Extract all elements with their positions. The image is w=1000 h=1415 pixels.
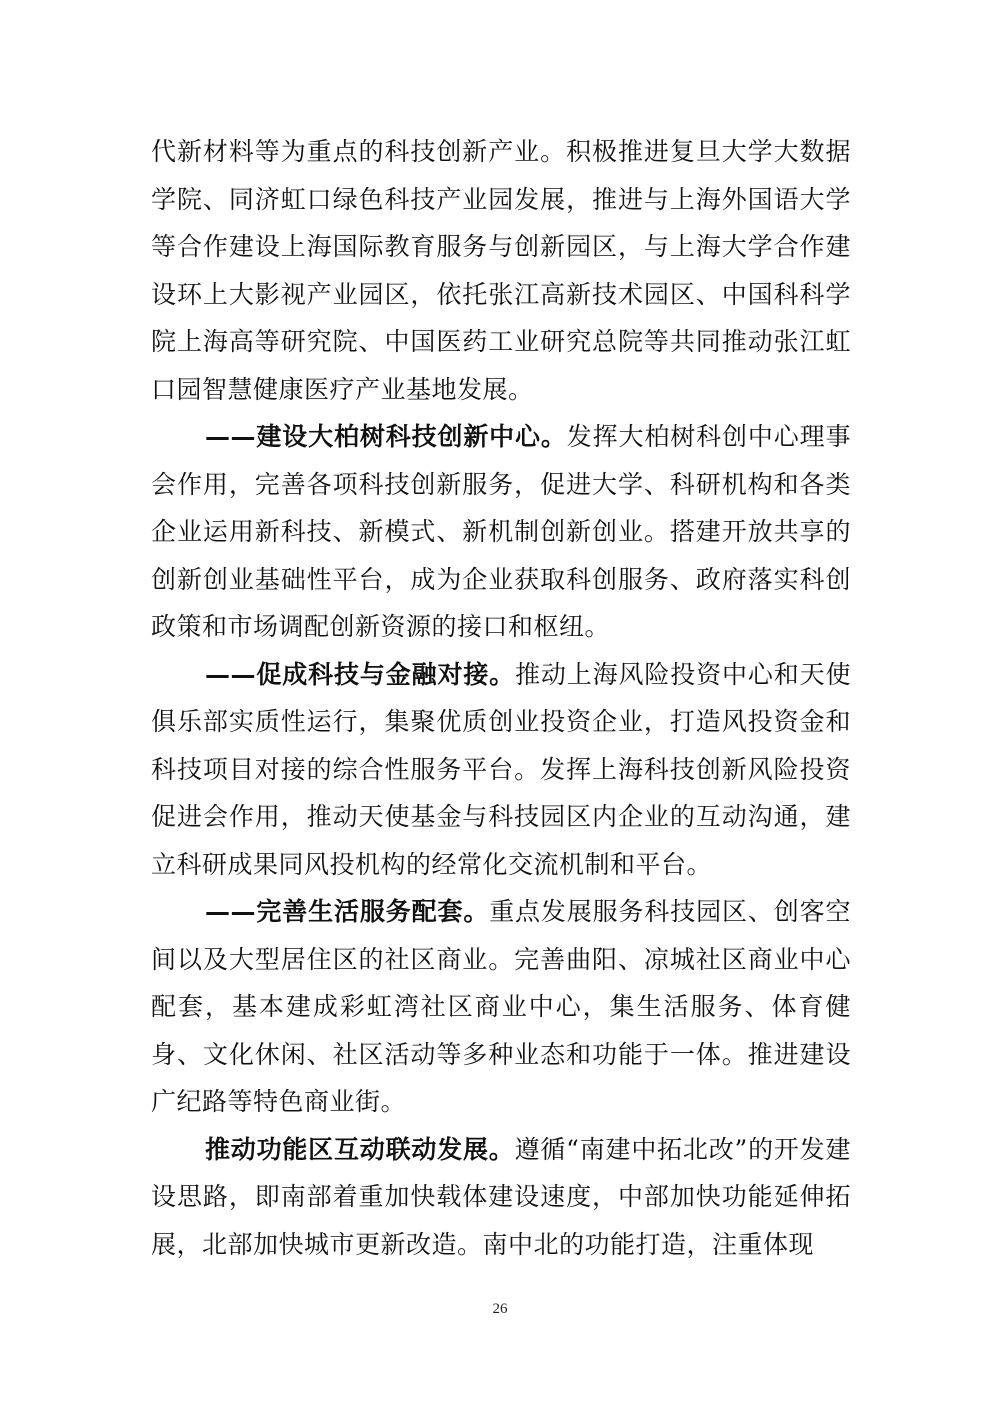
paragraph-lead: ——促成科技与金融对接。 xyxy=(205,659,516,689)
paragraph-life-services xyxy=(151,888,851,1126)
paragraph-text: 代新材料等为重点的科技创新产业。积极推进复旦大学大数据学院、同济虹口绿色科技产业园发展，推进与上海外国语大学等合作建设上海国际教育服务与创新园区，与上海大学合作建设环上大影视产业园区，依托张江高新技术园区、中国科科学院上海高等研究院、中国医药工业研究总院等共同推动张江虹口园智慧健康医疗产业基地发展。 xyxy=(151,137,851,404)
paragraph-functional-zones xyxy=(151,1126,851,1269)
paragraph-tech-finance xyxy=(151,651,851,889)
paragraph-text: 重点发展服务科技园区、创客空间以及大型居住区的社区商业。完善曲阳、凉城社区商业中心配套，基本建成彩虹湾社区商业中心，集生活服务、体育健身、文化休闲、社区活动等多种业态和功能于一体。推进建设广纪路等特色商业街。 xyxy=(151,897,851,1116)
paragraph-daboshu-innovation-center xyxy=(151,413,851,651)
paragraph-continuation xyxy=(151,128,851,413)
paragraph-lead: ——建设大柏树科技创新中心。 xyxy=(205,422,567,451)
paragraph-text: 发挥大柏树科创中心理事会作用，完善各项科技创新服务，促进大学、科研机构和各类企业运用新科技、新模式、新机制创新创业。搭建开放共享的创新创业基础性平台，成为企业获取科创服务、政府落实科创政策和市场调配创新资源的接口和枢纽。 xyxy=(151,422,851,641)
paragraph-lead: 推动功能区互动联动发展。 xyxy=(205,1134,515,1164)
paragraph-lead: ——完善生活服务配套。 xyxy=(205,897,490,926)
page-number: 26 xyxy=(492,1301,508,1317)
body-text xyxy=(151,128,851,1268)
paragraph-text: 推动上海风险投资中心和天使俱乐部实质性运行，集聚优质创业投资企业，打造风投资金和科技项目对接的综合性服务平台。发挥上海科技创新风险投资促进会作用，推动天使基金与科技园区内企业的互动沟通，建立科研成果同风投机构的经常化交流机制和平台。 xyxy=(151,659,851,879)
paragraph-text: 遵循“南建中拓北改”的开发建设思路，即南部着重加快载体建设速度，中部加快功能延伸拓展，北部加快城市更新改造。南中北的功能打造，注重体现 xyxy=(151,1134,851,1259)
